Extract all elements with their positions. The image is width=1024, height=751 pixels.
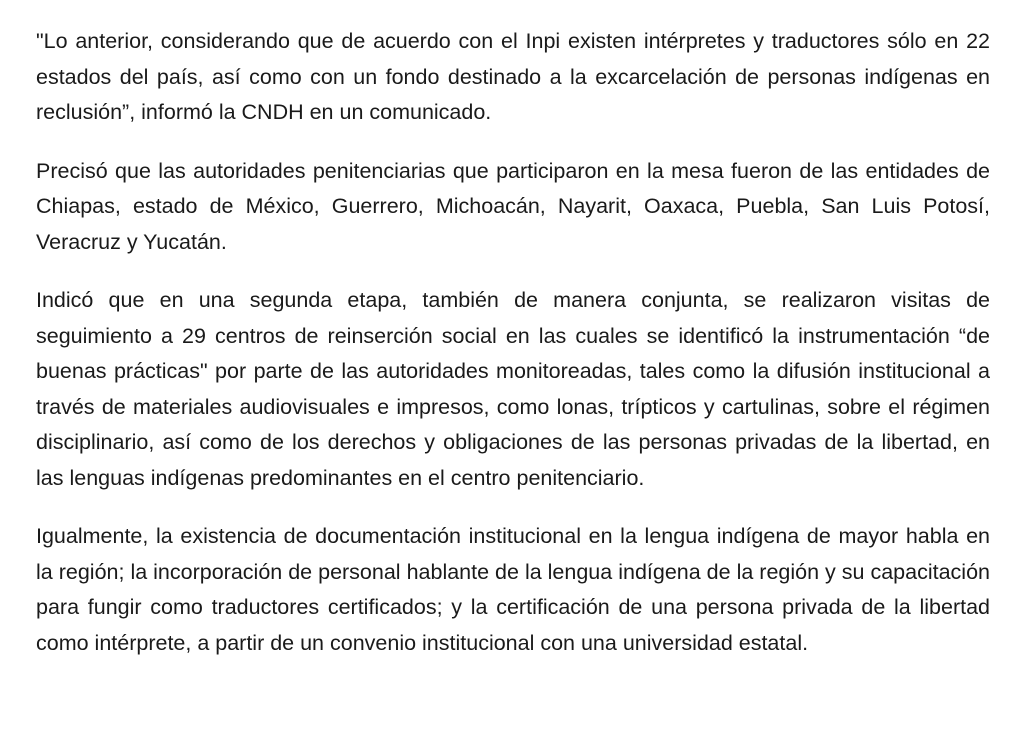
article-paragraph-3: Indicó que en una segunda etapa, también de manera conjunta, se realizaron visitas de seguimiento a 29 centros de reinserción social en las cuales se identificó la instrumentación “de buenas prácticas" por parte de las autoridades monitoreadas, tales como la difusión institucional a través de materiales audiovisuales e impresos, como lonas, trípticos y cartulinas, sobre el régimen disciplinario, así como de los derechos y obligaciones de las personas privadas de la libertad, en las lenguas indígenas predominantes en el centro penitenciario.	[36, 288, 990, 490]
article-paragraph-4: Igualmente, la existencia de documentación institucional en la lengua indígena de mayor habla en la región; la incorporación de personal hablante de la lengua indígena de la región y su capacitación para fungir como traductores certificados; y la certificación de una persona privada de la libertad como intérprete, a partir de un convenio institucional con una universidad estatal.	[36, 524, 990, 655]
article-paragraph-2: Precisó que las autoridades penitenciarias que participaron en la mesa fueron de las entidades de Chiapas, estado de México, Guerrero, Michoacán, Nayarit, Oaxaca, Puebla, San Luis Potosí, Veracruz y Yucatán.	[36, 158, 990, 254]
article-paragraph-1: "Lo anterior, considerando que de acuerdo con el Inpi existen intérpretes y traductores sólo en 22 estados del país, así como con un fondo destinado a la excarcelación de personas indígenas en reclusión”, informó la CNDH en un comunicado.	[36, 29, 990, 124]
